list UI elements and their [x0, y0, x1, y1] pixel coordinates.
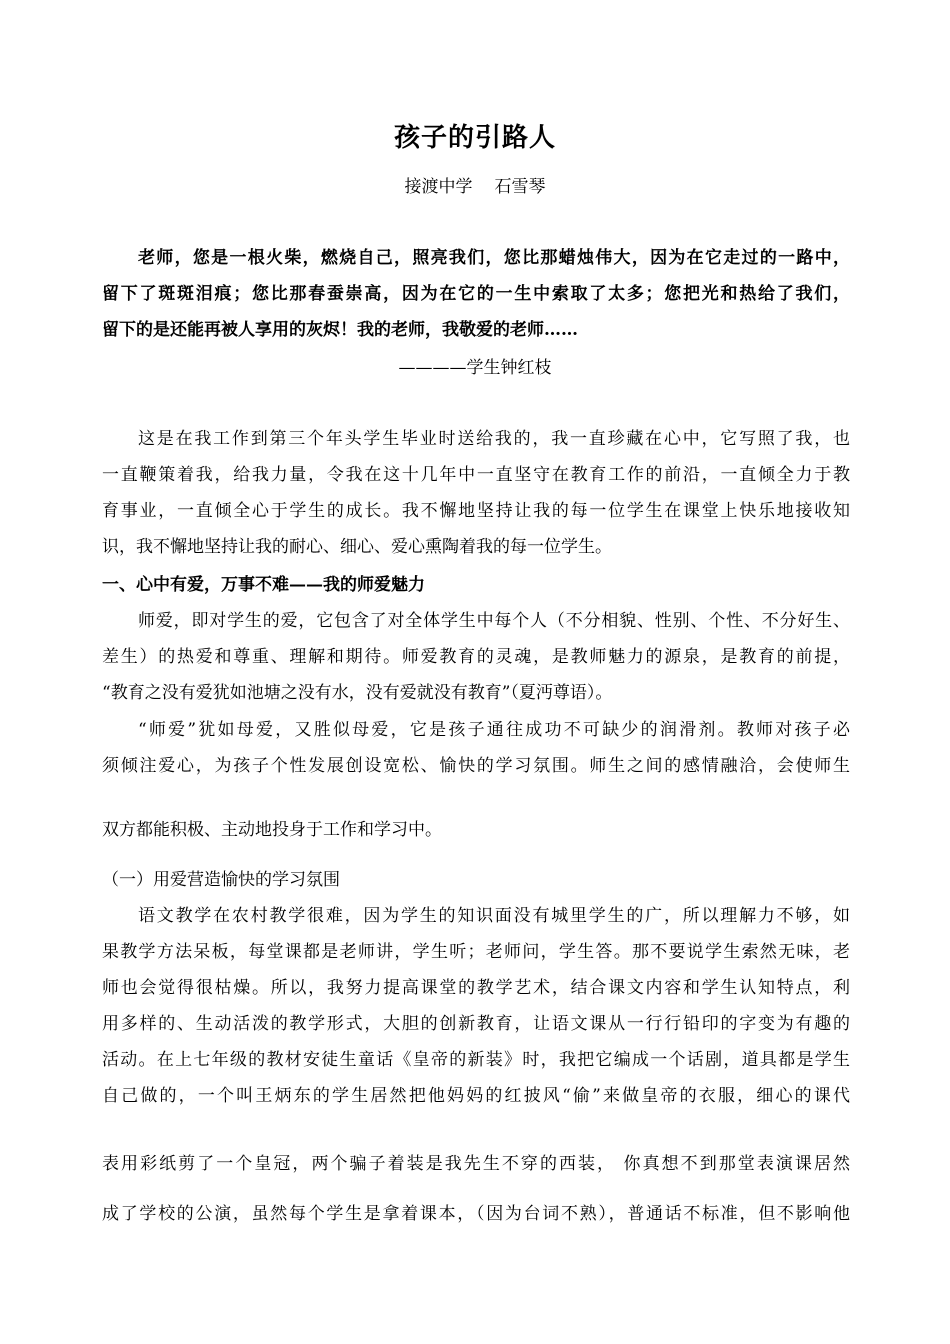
paragraph-line: 师也会觉得很枯燥。所以，我努力提高课堂的教学艺术，结合课文内容和学生认知特点，利 [102, 978, 850, 998]
section1-paragraph-2 [102, 712, 850, 784]
author-byline [0, 174, 950, 200]
paragraph-line: 自己做的，一个叫王炳东的学生居然把他妈妈的红披风“偷”来做皇帝的衣服，细心的课代 [102, 1086, 850, 1106]
section-heading [102, 567, 850, 603]
author-school: 接渡中学 [404, 177, 473, 197]
subsection-heading [102, 862, 850, 898]
paragraph-line: 差生）的热爱和尊重、理解和期待。师爱教育的灵魂，是教师魅力的源泉，是教育的前提， [102, 647, 850, 667]
paragraph-line: 须倾注爱心，为孩子个性发展创设宽松、愉快的学习氛围。师生之间的感情融洽，会使师生 [102, 756, 850, 776]
paragraph-line: 活动。在上七年级的教材安徒生童话《皇帝的新装》时，我把它编成一个话剧，道具都是学生 [102, 1050, 850, 1070]
quote-line: 留下的是还能再被人享用的灰烬！我的老师，我敬爱的老师…… [102, 320, 578, 340]
paragraph-line: “师爱”犹如母爱，又胜似母爱，它是孩子通往成功不可缺少的润滑剂。教师对孩子必 [138, 720, 850, 740]
paragraph-line: 师爱，即对学生的爱，它包含了对全体学生中每个人（不分相貌、性别、个性、不分好生、 [138, 611, 850, 631]
paragraph-line: 成了学校的公演，虽然每个学生是拿着课本，（因为台词不熟），普通话不标准，但不影响他 [102, 1204, 850, 1224]
paragraph-line: “教育之没有爱犹如池塘之没有水，没有爱就没有教育”（夏沔尊语）。 [102, 683, 613, 703]
section1-paragraph-1 [102, 603, 850, 711]
subsection1-paragraph-continued-2 [102, 1196, 850, 1232]
quote-attribution: ————学生钟红枝 [398, 358, 552, 378]
quote-line: 老师，您是一根火柴，燃烧自己，照亮我们，您比那蜡烛伟大，因为在它走过的一路中， [138, 248, 850, 268]
intro-line: 这是在我工作到第三个年头学生毕业时送给我的，我一直珍藏在心中，它写照了我，也 [138, 429, 850, 449]
paragraph-line: 语文教学在农村教学很难，因为学生的知识面没有城里学生的广，所以理解力不够，如 [138, 906, 850, 926]
paragraph-line: 用多样的、生动活泼的教学形式，大胆的创新教育，让语文课从一行行铅印的字变为有趣的 [102, 1014, 850, 1034]
subsection-heading-text: （一）用爱营造愉快的学习氛围 [102, 870, 340, 890]
intro-paragraph [102, 421, 850, 565]
intro-line: 识，我不懈地坚持让我的耐心、细心、爱心熏陶着我的每一位学生。 [102, 537, 612, 557]
subsection1-paragraph-continued-1 [102, 1146, 850, 1182]
intro-line: 育事业，一直倾全心于学生的成长。我不懈地坚持让我的每一位学生在课堂上快乐地接收知 [102, 501, 850, 521]
paragraph-line: 双方都能积极、主动地投身于工作和学习中。 [102, 820, 442, 840]
section-heading-text: 一、心中有爱，万事不难——我的师爱魅力 [102, 575, 425, 595]
intro-line: 一直鞭策着我，给我力量，令我在这十几年中一直坚守在教育工作的前沿，一直倾全力于教 [102, 465, 850, 485]
paragraph-line: 果教学方法呆板，每堂课都是老师讲，学生听；老师问，学生答。那不要说学生索然无味，老 [102, 942, 850, 962]
quote-line: 留下了斑斑泪痕；您比那春蚕崇高，因为在它的一生中索取了太多；您把光和热给了我们， [102, 284, 850, 304]
subsection1-paragraph [102, 898, 850, 1114]
section1-paragraph-2-continued [102, 812, 850, 848]
quote-paragraph [102, 240, 850, 348]
document-title: 孩子的引路人 [393, 123, 556, 153]
paragraph-line: 表用彩纸剪了一个皇冠，两个骗子着装是我先生不穿的西装， 你真想不到那堂表演课居然 [102, 1154, 850, 1174]
author-name: 石雪琴 [494, 177, 546, 197]
